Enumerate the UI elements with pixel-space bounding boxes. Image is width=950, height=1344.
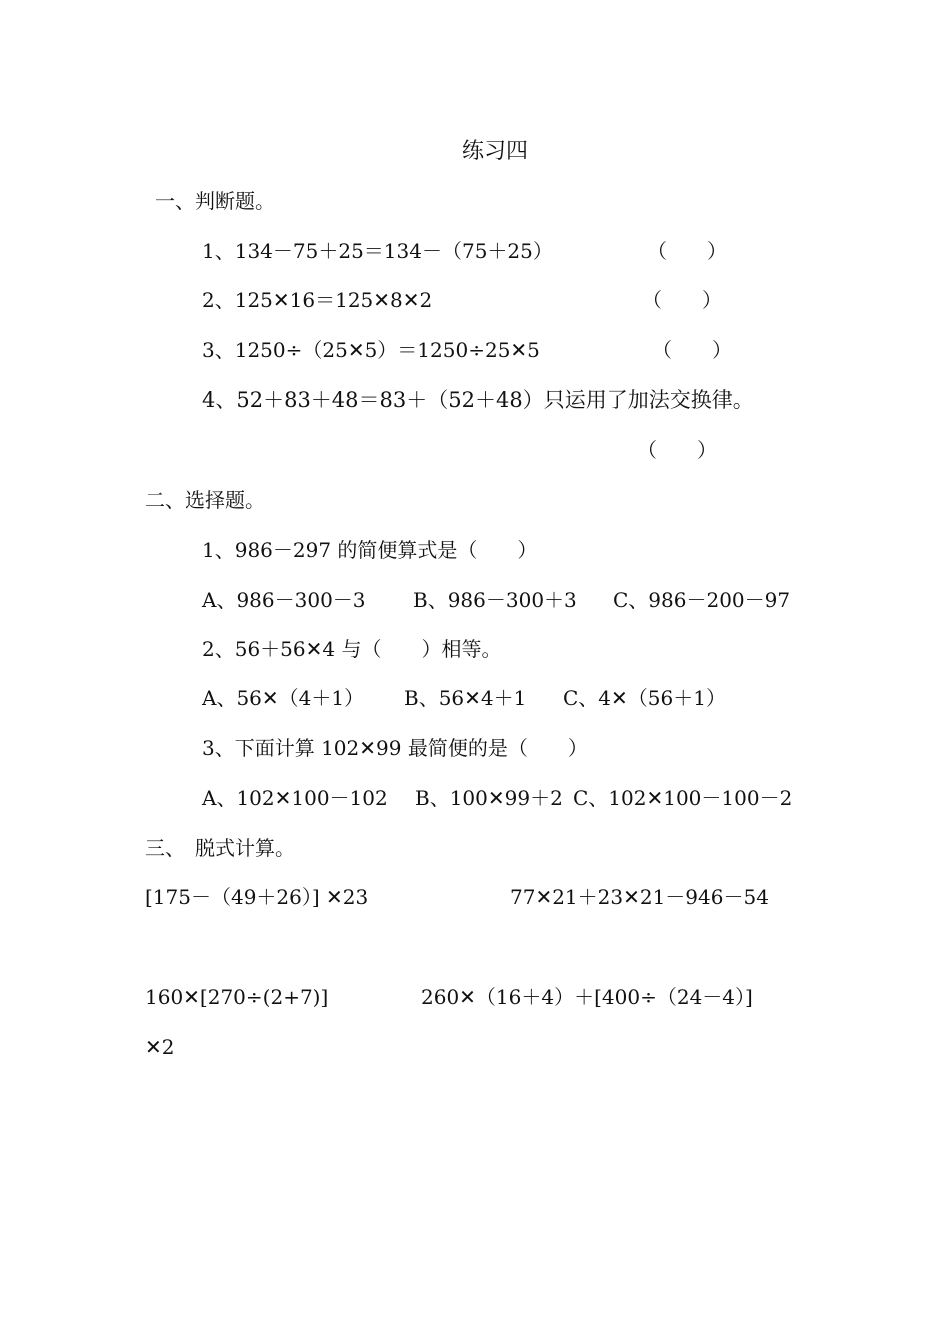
choice-q1-option-b: B、986－300＋3: [413, 588, 577, 612]
choice-question-3: 3、下面计算 102✕99 最简便的是（ ）: [202, 736, 588, 760]
choice-question-1: 1、986－297 的简便算式是（ ）: [202, 538, 538, 562]
choice-q3-option-c: C、102✕100－100－2: [573, 786, 793, 810]
choice-q1-option-c: C、986－200－97: [613, 588, 791, 612]
calc-problem-4-continued: ✕2: [145, 1035, 175, 1059]
judge-item-3: 3、1250÷（25✕5）＝1250÷25✕5: [202, 338, 540, 362]
calc-problem-1: [175－（49＋26）] ✕23: [145, 885, 369, 909]
section-3-heading: 三、 脱式计算。: [145, 836, 295, 860]
choice-question-2: 2、56＋56✕4 与（ ）相等。: [202, 637, 502, 661]
judge-item-1: 1、134－75＋25＝134－（75＋25）: [202, 239, 553, 263]
calc-problem-4: 260✕（16＋4）＋[400÷（24－4）]: [421, 985, 753, 1009]
judge-item-4: 4、52＋83＋48＝83＋（52＋48）只运用了加法交换律。: [202, 388, 754, 412]
choice-q2-option-b: B、56✕4＋1: [404, 686, 527, 710]
section-2-heading: 二、选择题。: [145, 488, 265, 512]
judge-item-2: 2、125✕16＝125✕8✕2: [202, 288, 433, 312]
section-1-heading: 一、判断题。: [155, 189, 275, 213]
choice-q1-option-a: A、986－300－3: [202, 588, 366, 612]
choice-q3-option-a: A、102✕100－102: [202, 786, 388, 810]
choice-q2-option-a: A、56✕（4＋1）: [202, 686, 365, 710]
judge-item-4-answer-blank: （ ）: [637, 438, 717, 462]
choice-q3-option-b: B、100✕99＋2: [415, 786, 563, 810]
choice-q2-option-c: C、4✕（56＋1）: [563, 686, 726, 710]
judge-item-3-answer-blank: （ ）: [652, 338, 732, 362]
judge-item-1-answer-blank: （ ）: [647, 239, 727, 263]
page-title: 练习四: [462, 139, 529, 164]
calc-problem-2: 77✕21＋23✕21－946－54: [510, 885, 769, 909]
calc-problem-3: 160✕[270÷(2+7)]: [145, 985, 329, 1009]
judge-item-2-answer-blank: （ ）: [642, 288, 722, 312]
